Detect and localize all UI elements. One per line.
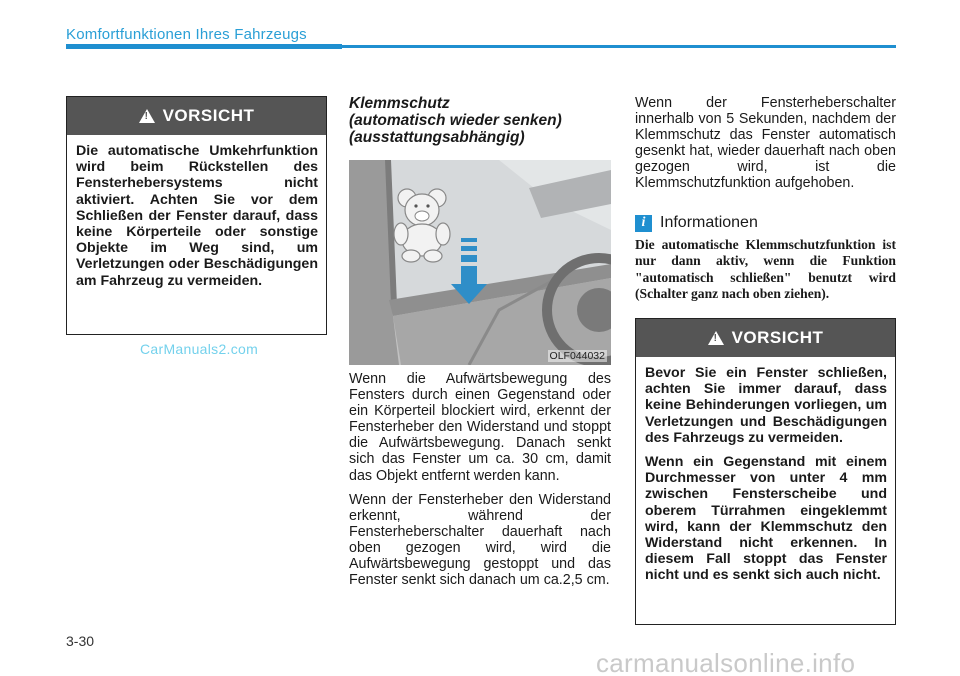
section-title-line: Klemmschutz (349, 95, 450, 112)
info-icon: i (635, 215, 652, 232)
page-number: 3-30 (66, 633, 95, 649)
section-title-line: (ausstattungsabhängig) (349, 129, 525, 146)
warning-heading: VORSICHT (162, 106, 255, 125)
footer-watermark: carmanualsonline.info (596, 648, 856, 676)
warning-triangle-icon (708, 331, 724, 345)
warning-text: Die automatische Umkehrfunktion wird beim Rückstellen des Fensterhebersystems nicht aktiviert. Achten Sie vor dem Schließen der Fenster darauf, dass keine Körperteile oder sonstige Objekte im Weg sind, um Verletzungen oder Beschädigungen am Fahrzeug zu vermeiden. (76, 143, 318, 289)
warning-header (67, 97, 326, 135)
paragraph: Wenn die Aufwärtsbewegung des Fensters durch einen Gegenstand oder ein Körperteil blockiert wird, erkennt der Fensterheber den Widerstand und stoppt die Aufwärtsbewegung. Danach senkt sich das Fenster um ca. 30 cm, damit das Objekt entfernt werden kann. (349, 371, 611, 484)
middle-column-text (349, 371, 611, 588)
warning-body (67, 135, 326, 297)
section-title (349, 95, 611, 146)
warning-text: Bevor Sie ein Fenster schließen, achten Sie immer darauf, dass keine Behinderungen vorliegen, um Verletzungen und Beschädigungen des Fahrzeugs zu vermeiden. (645, 365, 887, 446)
right-column-text (635, 95, 896, 192)
warning-header (636, 319, 895, 357)
information-header (635, 214, 758, 232)
paragraph: Wenn der Fensterheber den Widerstand erkennt, während der Fensterheberschalter dauerhaft nach oben gezogen wird, wird die Aufwärtsbewegung gestoppt und das Fenster senkt sich danach um ca.2,5 cm. (349, 491, 611, 589)
paragraph: Wenn der Fensterheberschalter innerhalb von 5 Sekunden, nachdem der Klemmschutz das Fenster automatisch gesenkt hat, wieder dauerhaft nach oben gezogen wird, ist die Klemmschutzfunktion aufgehoben. (635, 95, 896, 192)
warning-triangle-icon (139, 109, 155, 123)
warning-text: Wenn ein Gegenstand mit einem Durchmesser von unter 4 mm zwischen Fensterscheibe und oberem Türrahmen eingeklemmt wird, kann der Klemmschutz den Widerstand nicht erkennen. In diesem Fall stoppt das Fenster nicht und es senkt sich auch nicht. (645, 454, 887, 584)
figure-code: OLF044032 (549, 350, 605, 362)
window-illustration (349, 160, 611, 365)
header-rule-accent (66, 44, 342, 49)
warning-box-obstruction (635, 318, 896, 625)
information-title: Informationen (660, 214, 758, 231)
figure-watermark: CarManuals2.com (140, 341, 259, 357)
warning-body (636, 357, 895, 592)
warning-box-reset (66, 96, 327, 335)
section-header-title: Komfortfunktionen Ihres Fahrzeugs (66, 26, 307, 43)
window-illustration-drawing (349, 160, 611, 365)
section-title-line: (automatisch wieder senken) (349, 112, 562, 129)
warning-heading: VORSICHT (731, 328, 824, 347)
information-text: Die automatische Klemmschutzfunktion ist nur dann aktiv, wenn die Funktion "automatisch schließen" benutzt wird (Schalter ganz nach oben ziehen). (635, 237, 896, 302)
